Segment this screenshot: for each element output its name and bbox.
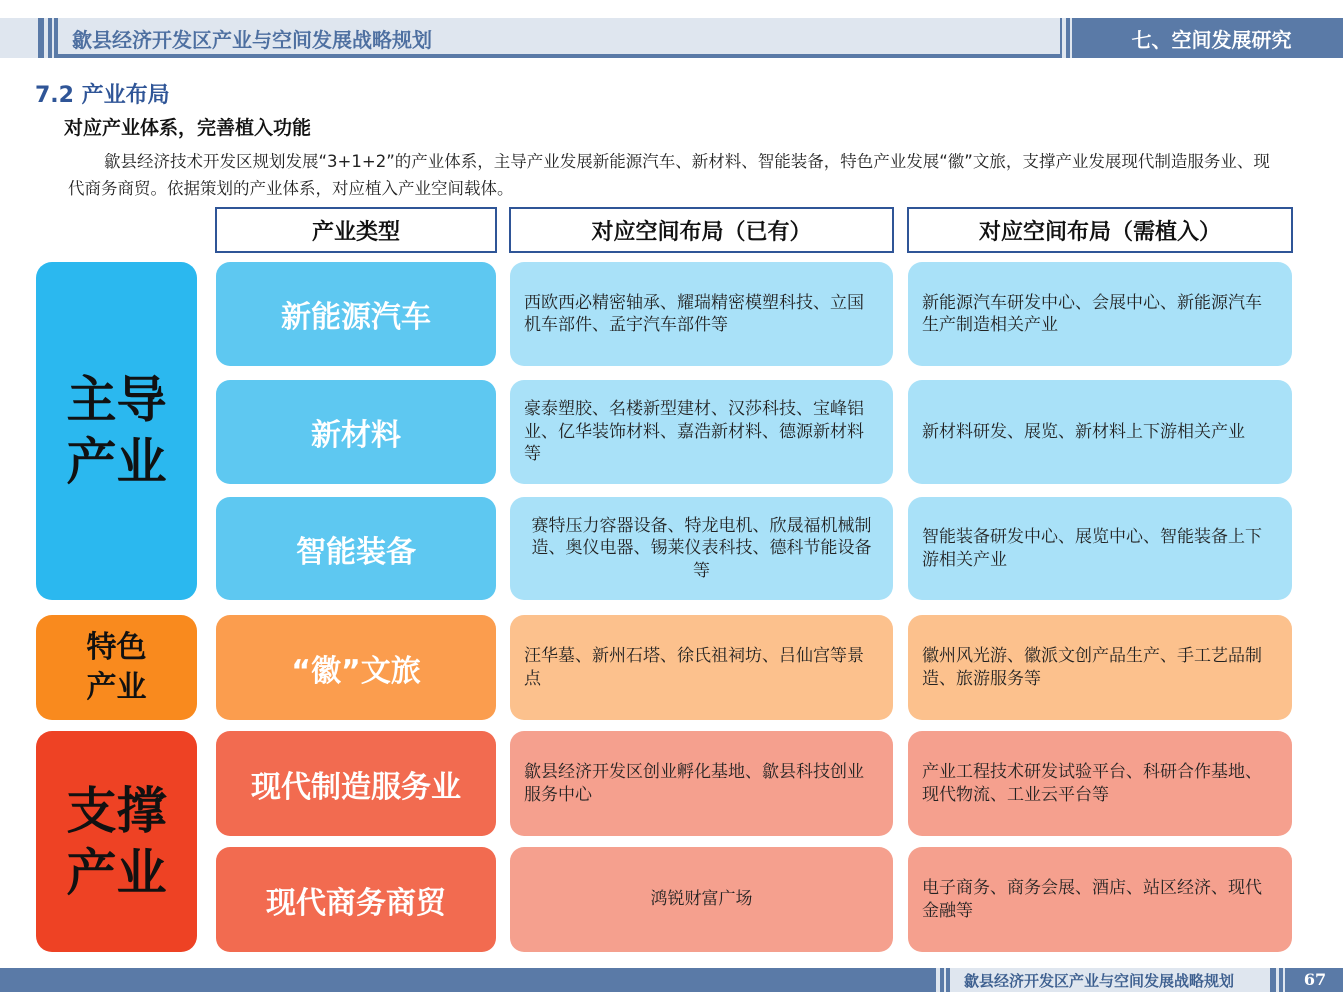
intro-paragraph: 歙县经济技术开发区规划发展“3+1+2”的产业体系，主导产业发展新能源汽车、新材料、智能装备，特色产业发展“徽”文旅，支撑产业发展现代制造服务业、现代商务商贸。依据策划的产业体系，对应植入产业空间载体。 bbox=[68, 152, 1270, 198]
footer-stripe bbox=[944, 968, 946, 992]
group-support bbox=[36, 731, 197, 952]
planned-cell: 产业工程技术研发试验平台、科研合作基地、现代物流、工业云平台等 bbox=[908, 731, 1292, 836]
existing-cell: 歙县经济开发区创业孵化基地、歙县科技创业服务中心 bbox=[510, 731, 893, 836]
footer-title: 歙县经济开发区产业与空间发展战略规划 bbox=[964, 972, 1235, 990]
section-title: 7.2 产业布局 bbox=[35, 83, 170, 108]
group-feature-label-1: 特色 bbox=[86, 629, 147, 665]
header-stripe bbox=[1062, 18, 1066, 58]
group-main-label-2: 产业 bbox=[66, 433, 167, 491]
group-main bbox=[36, 262, 197, 600]
group-main-label-1: 主导 bbox=[66, 371, 167, 429]
category-new-materials: 新材料 bbox=[216, 380, 496, 484]
existing-cell: 鸿锐财富广场 bbox=[510, 847, 893, 952]
category-hui-tourism: “徽”文旅 bbox=[216, 615, 496, 720]
column-header-type: 产业类型 bbox=[215, 207, 497, 253]
planned-cell: 智能装备研发中心、展览中心、智能装备上下游相关产业 bbox=[908, 497, 1292, 600]
category-manufacturing-services: 现代制造服务业 bbox=[216, 731, 496, 836]
header-stripe bbox=[1070, 18, 1072, 58]
planned-cell: 电子商务、商务会展、酒店、站区经济、现代金融等 bbox=[908, 847, 1292, 952]
chapter-title: 七、空间发展研究 bbox=[1131, 28, 1292, 52]
existing-cell: 汪华墓、新州石塔、徐氏祖祠坊、吕仙宫等景点 bbox=[510, 615, 893, 720]
planned-cell: 新能源汽车研发中心、会展中心、新能源汽车生产制造相关产业 bbox=[908, 262, 1292, 366]
footer-stripe bbox=[936, 968, 940, 992]
header-title: 歙县经济开发区产业与空间发展战略规划 bbox=[72, 28, 432, 52]
group-support-label-2: 产业 bbox=[66, 843, 167, 902]
header-stripe bbox=[0, 18, 38, 58]
existing-cell: 西欧西必精密轴承、耀瑞精密模塑科技、立国机车部件、孟宇汽车部件等 bbox=[510, 262, 893, 366]
planned-cell: 徽州风光游、徽派文创产品生产、手工艺品制造、旅游服务等 bbox=[908, 615, 1292, 720]
existing-cell: 赛特压力容器设备、特龙电机、欣晟福机械制造、奥仪电器、锡莱仪表科技、德科节能设备等 bbox=[510, 497, 893, 600]
column-header-planned: 对应空间布局（需植入） bbox=[907, 207, 1293, 253]
footer-stripe bbox=[1283, 968, 1285, 992]
group-support-label-1: 支撑 bbox=[66, 781, 167, 840]
group-feature-label-2: 产业 bbox=[86, 669, 147, 705]
category-business-trade: 现代商务商贸 bbox=[216, 847, 496, 952]
header-stripe bbox=[44, 18, 48, 58]
page-number: 67 bbox=[1303, 970, 1327, 989]
category-smart-equipment: 智能装备 bbox=[216, 497, 496, 600]
existing-cell: 豪泰塑胶、名楼新型建材、汉莎科技、宝峰铝业、亿华装饰材料、嘉浩新材料、德源新材料等 bbox=[510, 380, 893, 484]
planned-cell: 新材料研发、展览、新材料上下游相关产业 bbox=[908, 380, 1292, 484]
category-new-energy-vehicle: 新能源汽车 bbox=[216, 262, 496, 366]
footer-stripe bbox=[1276, 968, 1279, 992]
group-feature bbox=[36, 615, 197, 720]
header-stripe bbox=[52, 18, 54, 58]
section-subtitle: 对应产业体系，完善植入功能 bbox=[64, 117, 312, 139]
column-header-existing: 对应空间布局（已有） bbox=[509, 207, 894, 253]
